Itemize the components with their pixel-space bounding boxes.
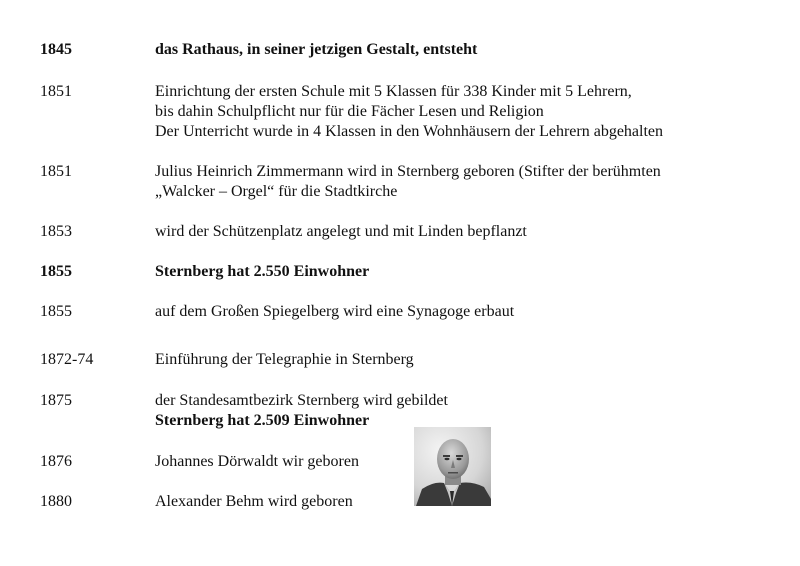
entry-text: auf dem Großen Spiegelberg wird eine Synagoge erbaut [155,303,515,320]
entry-year: 1875 [40,392,72,409]
entry-text: Julius Heinrich Zimmermann wird in Sternberg geboren (Stifter der berühmten [155,163,661,180]
entry-year: 1851 [40,83,72,100]
entry-year: 1853 [40,223,72,240]
entry-text: Einrichtung der ersten Schule mit 5 Klassen für 338 Kinder mit 5 Lehrern, [155,83,632,100]
entry-year: 1880 [40,493,72,510]
entry-text: das Rathaus, in seiner jetzigen Gestalt, entsteht [155,41,478,58]
entry-text: der Standesamtbezirk Sternberg wird gebildet [155,392,448,409]
entry-text: „Walcker – Orgel“ für die Stadtkirche [155,183,398,200]
entry-year: 1851 [40,163,72,180]
entry-year: 1855 [40,263,72,280]
portrait-photo [414,427,491,506]
entry-year: 1872-74 [40,351,94,368]
entry-text: Alexander Behm wird geboren [155,493,353,510]
entry-text: bis dahin Schulpflicht nur für die Fächer Lesen und Religion [155,103,544,120]
entry-text: Einführung der Telegraphie in Sternberg [155,351,414,368]
entry-text: Johannes Dörwaldt wir geboren [155,453,359,470]
entry-text: Sternberg hat 2.509 Einwohner [155,412,370,429]
entry-year: 1845 [40,41,72,58]
entry-year: 1855 [40,303,72,320]
entry-text: Der Unterricht wurde in 4 Klassen in den Wohnhäusern der Lehrern abgehalten [155,123,664,140]
entry-text: Sternberg hat 2.550 Einwohner [155,263,370,280]
entry-year: 1876 [40,453,72,470]
entry-text: wird der Schützenplatz angelegt und mit Linden bepflanzt [155,223,527,240]
